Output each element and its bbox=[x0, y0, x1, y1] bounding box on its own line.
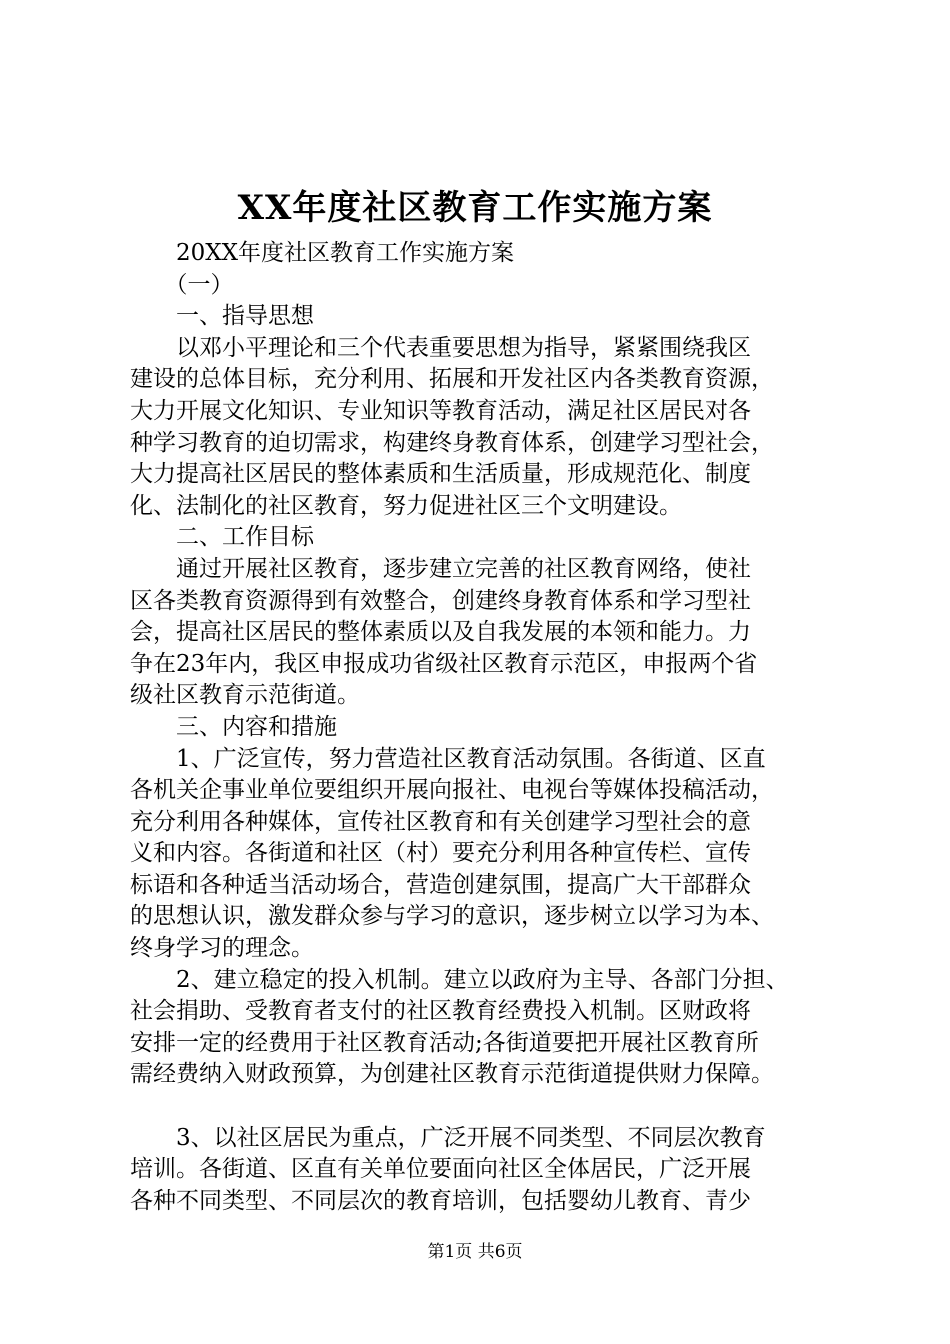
body-text-line: 需经费纳入财政预算，为创建社区教育示范街道提供财力保障。 bbox=[130, 1061, 774, 1088]
body-text-line: 20XX年度社区教育工作实施方案 bbox=[130, 240, 515, 266]
body-text-line: 通过开展社区教育，逐步建立完善的社区教育网络，使社 bbox=[130, 555, 751, 582]
page-footer: 第1页 共6页 bbox=[427, 1242, 523, 1262]
body-text-line: 二、工作目标 bbox=[130, 524, 314, 551]
body-text-line: 各种不同类型、不同层次的教育培训，包括婴幼儿教育、青少 bbox=[130, 1187, 751, 1214]
body-text-line: 以邓小平理论和三个代表重要思想为指导，紧紧围绕我区 bbox=[130, 334, 751, 361]
body-text-line: 培训。各街道、区直有关单位要面向社区全体居民，广泛开展 bbox=[130, 1156, 751, 1183]
body-text-line: 1、广泛宣传，努力营造社区教育活动氛围。各街道、区直 bbox=[130, 745, 766, 772]
body-text-line: 各机关企事业单位要组织开展向报社、电视台等媒体投稿活动， bbox=[130, 777, 774, 804]
body-text-line: 大力开展文化知识、专业知识等教育活动，满足社区居民对各 bbox=[130, 397, 751, 424]
body-text-line: 安排一定的经费用于社区教育活动;各街道要把开展社区教育所 bbox=[130, 1029, 759, 1056]
body-text-line: 社会捐助、受教育者支付的社区教育经费投入机制。区财政将 bbox=[130, 998, 751, 1025]
body-text-line: 会，提高社区居民的整体素质以及自我发展的本领和能力。力 bbox=[130, 619, 751, 646]
body-text-line: （一） bbox=[130, 271, 234, 298]
body-text-line: 的思想认识，激发群众参与学习的意识，逐步树立以学习为本、 bbox=[130, 903, 774, 930]
body-text-line: 充分利用各种媒体，宣传社区教育和有关创建学习型社会的意 bbox=[130, 808, 751, 835]
body-text-line: 建设的总体目标，充分利用、拓展和开发社区内各类教育资源， bbox=[130, 366, 774, 393]
body-text-line: 化、法制化的社区教育，努力促进社区三个文明建设。 bbox=[130, 492, 682, 519]
body-text-line: 争在23年内，我区申报成功省级社区教育示范区，申报两个省 bbox=[130, 650, 758, 677]
body-text-line: 终身学习的理念。 bbox=[130, 935, 314, 962]
body-text-line: 义和内容。各街道和社区（村）要充分利用各种宣传栏、宣传 bbox=[130, 840, 751, 867]
document-body bbox=[130, 238, 835, 1217]
body-text-line: 区各类教育资源得到有效整合，创建终身教育体系和学习型社 bbox=[130, 587, 751, 614]
body-text-line: 标语和各种适当活动场合，营造创建氛围，提高广大干部群众 bbox=[130, 871, 751, 898]
body-text-line: 3、以社区居民为重点，广泛开展不同类型、不同层次教育 bbox=[130, 1124, 766, 1151]
body-text-line: 2、建立稳定的投入机制。建立以政府为主导、各部门分担、 bbox=[130, 966, 789, 993]
body-text-line: 级社区教育示范街道。 bbox=[130, 682, 360, 709]
body-text-line: 一、指导思想 bbox=[130, 303, 314, 330]
body-text-line: 三、内容和措施 bbox=[130, 713, 337, 740]
document-title: XX年度社区教育工作实施方案 bbox=[237, 188, 713, 228]
body-text-line: 大力提高社区居民的整体素质和生活质量，形成规范化、制度 bbox=[130, 461, 751, 488]
blank-line bbox=[130, 1091, 835, 1123]
body-text-line: 种学习教育的迫切需求，构建终身教育体系，创建学习型社会， bbox=[130, 429, 774, 456]
